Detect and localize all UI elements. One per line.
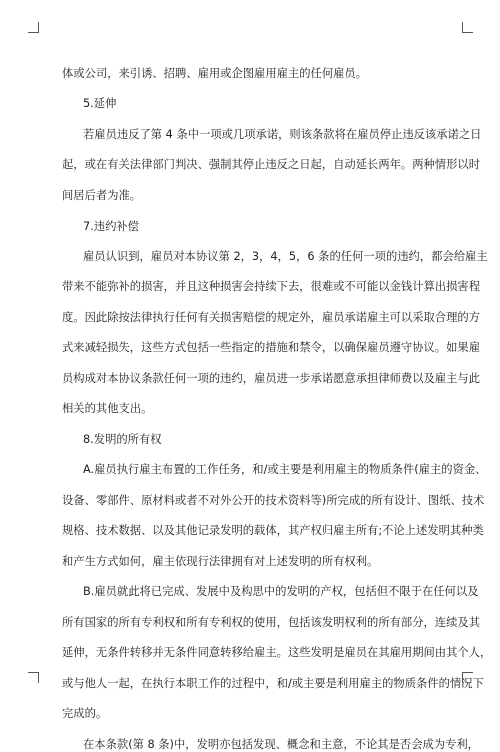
paragraph-line: 体或公司，来引诱、招聘、雇用或企图雇用雇主的任何雇员。 — [62, 67, 368, 80]
paragraph-line: 式来减轻损失，这些方式包括一些指定的措施和禁令，以确保雇员遵守协议。如果雇 — [62, 341, 480, 354]
paragraph-line: 若雇员违反了第 4 条中一项或几项承诺，则该条款将在雇员停止违反该承诺之日 — [83, 128, 482, 141]
section-heading: 5.延伸 — [83, 97, 117, 110]
paragraph-line: 设备、零部件、原材料或者不对外公开的技术资料等)所完成的所有设计、图纸、技术 — [62, 494, 485, 507]
paragraph-line: 完成的。 — [62, 707, 108, 720]
crop-mark-top-left — [28, 22, 39, 33]
crop-mark-bottom-left — [28, 672, 39, 683]
paragraph-line: 雇员认识到，雇员对本协议第 2，3，4，5，6 条的任何一项的违约，都会给雇主 — [83, 250, 488, 263]
paragraph-line: 所有国家的所有专利权和所有专利权的使用，包括该发明权利的所有部分，连续及其 — [62, 616, 480, 629]
paragraph-line: 规格、技术数据、以及其他记录发明的载体，其产权归雇主所有;不论上述发明其种类 — [62, 524, 484, 537]
crop-mark-top-right — [462, 22, 473, 33]
paragraph-line: 延伸，无条件转移并无条件同意转移给雇主。这些发明是雇员在其雇用期间由其个人， — [62, 646, 492, 659]
paragraph-line: 员构成对本协议条款任何一项的违约，雇员进一步承诺愿意承担律师费以及雇主与此 — [62, 372, 480, 385]
paragraph-line: 间居后者为准。 — [62, 189, 142, 202]
paragraph-line: A.雇员执行雇主布置的工作任务，和/或主要是利用雇主的物质条件(雇主的资金、 — [83, 463, 487, 476]
paragraph-line: 和产生方式如何，雇主依现行法律拥有对上述发明的所有权利。 — [62, 555, 379, 568]
paragraph-line: 在本条款(第 8 条)中，发明亦包括发现、概念和主意，不论其是否会成为专利， — [83, 738, 479, 751]
section-heading: 8.发明的所有权 — [83, 433, 162, 446]
paragraph-line: 度。因此除按法律执行任何有关损害赔偿的规定外，雇员承诺雇主可以采取合理的方 — [62, 311, 480, 324]
paragraph-line: 带来不能弥补的损害，并且这种损害会持续下去，很难或不可能以金钱计算出损害程 — [62, 280, 480, 293]
paragraph-line: 或与他人一起，在执行本职工作的过程中，和/或主要是利用雇主的物质条件的情况下 — [62, 677, 484, 690]
section-heading: 7.违约补偿 — [83, 220, 139, 233]
paragraph-line: B.雇员就此将已完成、发展中及构思中的发明的产权，包括但不限于在任何以及 — [83, 585, 479, 598]
paragraph-line: 起，或在有关法律部门判决、强制其停止违反之日起，自动延长两年。两种情形以时 — [62, 158, 480, 171]
paragraph-line: 相关的其他支出。 — [62, 402, 153, 415]
